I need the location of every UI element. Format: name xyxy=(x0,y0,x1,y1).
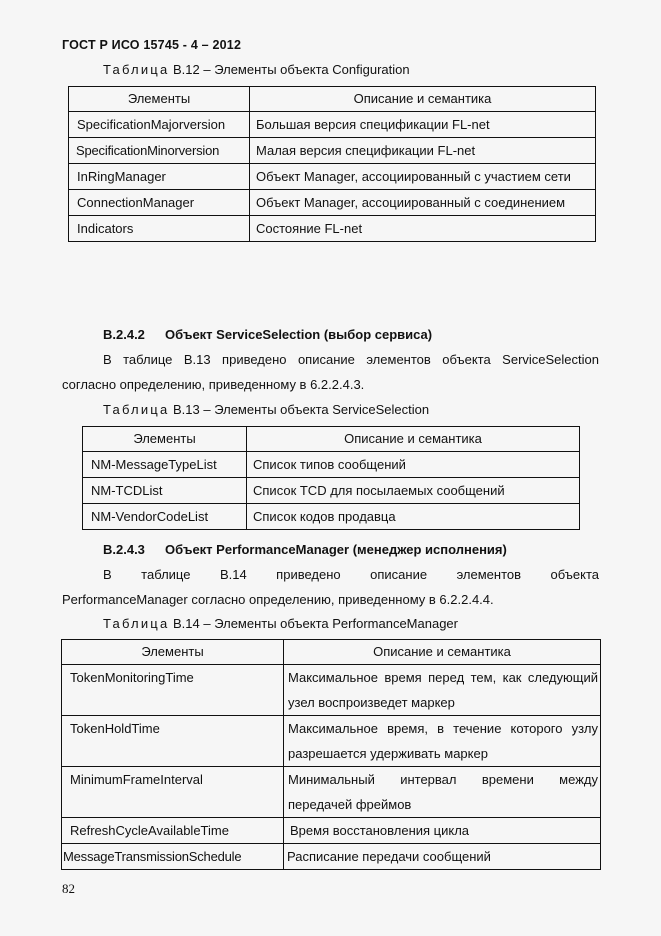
table-row xyxy=(83,478,580,504)
paragraph-line: В таблице В.13 приведено описание элементов объекта ServiceSelection xyxy=(103,352,599,367)
element-cell: SpecificationMinorversion xyxy=(69,138,250,164)
element-cell: MinimumFrameInterval xyxy=(62,767,284,818)
element-cell: SpecificationMajorversion xyxy=(69,112,250,138)
table-row xyxy=(62,844,601,870)
description-cell: Максимальное время перед тем, как следующий узел воспроизведет маркер xyxy=(284,665,601,716)
element-cell: NM-VendorCodeList xyxy=(83,504,247,530)
table-header-row xyxy=(69,87,596,112)
table-header-row xyxy=(62,640,601,665)
element-cell: NM-MessageTypeList xyxy=(83,452,247,478)
column-header-description: Описание и семантика xyxy=(250,87,596,112)
element-cell: TokenMonitoringTime xyxy=(62,665,284,716)
description-cell: Расписание передачи сообщений xyxy=(284,844,601,870)
table-b14 xyxy=(61,639,601,870)
table-row xyxy=(83,452,580,478)
section-heading-b243 xyxy=(103,542,507,557)
element-cell: InRingManager xyxy=(69,164,250,190)
element-cell: MessageTransmissionSchedule xyxy=(62,844,284,870)
caption-text: В.13 – Элементы объекта ServiceSelection xyxy=(173,402,430,417)
element-cell: ConnectionManager xyxy=(69,190,250,216)
description-cell: Список TCD для посылаемых сообщений xyxy=(247,478,580,504)
element-cell: TokenHoldTime xyxy=(62,716,284,767)
table-header-row xyxy=(83,427,580,452)
section-title: Объект ServiceSelection (выбор сервиса) xyxy=(165,327,433,342)
table-b12-caption xyxy=(103,62,410,77)
section-number: В.2.4.2 xyxy=(103,327,145,342)
description-cell: Время восстановления цикла xyxy=(284,818,601,844)
element-cell: NM-TCDList xyxy=(83,478,247,504)
caption-label: Таблица xyxy=(103,62,170,77)
column-header-elements: Элементы xyxy=(69,87,250,112)
description-cell: Минимальный интервал времени между передачей фреймов xyxy=(284,767,601,818)
table-row xyxy=(62,716,601,767)
section-number: В.2.4.3 xyxy=(103,542,145,557)
column-header-description: Описание и семантика xyxy=(247,427,580,452)
caption-label: Таблица xyxy=(103,402,170,417)
table-row xyxy=(62,818,601,844)
description-cell: Объект Manager, ассоциированный с соединением xyxy=(250,190,596,216)
caption-text: В.12 – Элементы объекта Configuration xyxy=(173,62,410,77)
description-cell: Максимальное время, в течение которого узлу разрешается удерживать маркер xyxy=(284,716,601,767)
table-b13-caption xyxy=(103,402,429,417)
section-title: Объект PerformanceManager (менеджер исполнения) xyxy=(165,542,507,557)
section-heading-b242 xyxy=(103,327,432,342)
table-row xyxy=(69,164,596,190)
description-cell: Список кодов продавца xyxy=(247,504,580,530)
page-number: 82 xyxy=(62,881,75,896)
table-b12 xyxy=(68,86,596,242)
element-cell: Indicators xyxy=(69,216,250,242)
table-row xyxy=(69,112,596,138)
column-header-elements: Элементы xyxy=(62,640,284,665)
description-cell: Список типов сообщений xyxy=(247,452,580,478)
description-cell: Малая версия спецификации FL-net xyxy=(250,138,596,164)
table-row xyxy=(83,504,580,530)
table-b14-caption xyxy=(103,616,458,631)
element-cell: RefreshCycleAvailableTime xyxy=(62,818,284,844)
column-header-description: Описание и семантика xyxy=(284,640,601,665)
paragraph-line: В таблице В.14 приведено описание элементов объекта xyxy=(103,567,599,582)
paragraph-line: согласно определению, приведенному в 6.2.2.4.3. xyxy=(62,377,365,392)
paragraph-line: PerformanceManager согласно определению, приведенному в 6.2.2.4.4. xyxy=(62,592,494,607)
table-row xyxy=(62,665,601,716)
description-cell: Состояние FL-net xyxy=(250,216,596,242)
column-header-elements: Элементы xyxy=(83,427,247,452)
table-row xyxy=(69,190,596,216)
table-row xyxy=(69,138,596,164)
table-b13 xyxy=(82,426,580,530)
description-cell: Большая версия спецификации FL-net xyxy=(250,112,596,138)
description-cell: Объект Manager, ассоциированный с участием сети xyxy=(250,164,596,190)
document-header: ГОСТ Р ИСО 15745 - 4 – 2012 xyxy=(62,38,242,52)
table-row xyxy=(62,767,601,818)
caption-label: Таблица xyxy=(103,616,170,631)
caption-text: В.14 – Элементы объекта PerformanceManager xyxy=(173,616,458,631)
table-row xyxy=(69,216,596,242)
